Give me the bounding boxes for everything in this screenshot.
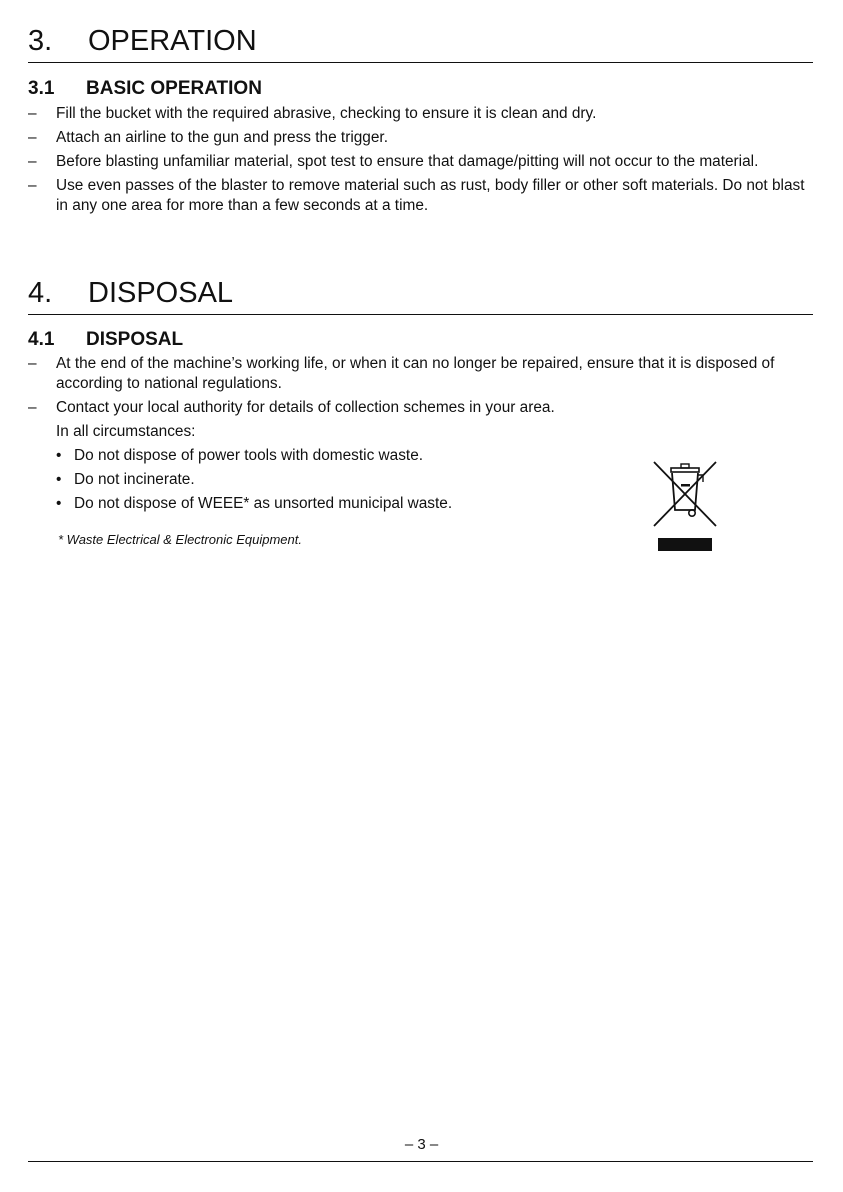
list-item	[28, 128, 818, 148]
section-number: 4.1	[28, 329, 55, 350]
list-item	[56, 494, 452, 514]
page-number: – 3 –	[404, 1136, 439, 1153]
bullet-marker: •	[56, 447, 62, 464]
dash-marker: –	[28, 105, 37, 122]
list-item-text: Do not incinerate.	[74, 471, 195, 488]
list-item-text: Contact your local authority for details of collection schemes in your area.	[56, 399, 555, 416]
list-item	[28, 398, 818, 418]
dash-marker: –	[28, 355, 37, 372]
chapter-number: 3.	[28, 25, 53, 57]
dash-marker: –	[28, 177, 37, 194]
section-title: BASIC OPERATION	[86, 78, 262, 99]
list-item	[56, 446, 452, 466]
section-heading-basic-operation	[28, 78, 262, 100]
list-item-text: Attach an airline to the gun and press the trigger.	[56, 129, 388, 146]
dash-marker: –	[28, 153, 37, 170]
circumstances-list	[56, 446, 452, 518]
list-item-text: Do not dispose of power tools with domestic waste.	[74, 447, 424, 464]
chapter-heading-disposal	[28, 276, 813, 315]
chapter-title: DISPOSAL	[88, 277, 234, 309]
chapter-title: OPERATION	[88, 25, 257, 57]
list-item	[28, 104, 818, 124]
bullet-marker: •	[56, 471, 62, 488]
footer-divider	[28, 1161, 813, 1162]
list-item	[28, 152, 818, 172]
section-heading-disposal	[28, 329, 183, 351]
list-item	[28, 176, 818, 216]
list-item-text: Before blasting unfamiliar material, spot test to ensure that damage/pitting will not occur to the material.	[56, 153, 759, 170]
chapter-heading-operation	[28, 24, 813, 63]
circumstances-label: In all circumstances:	[56, 423, 196, 440]
section-title: DISPOSAL	[86, 329, 184, 350]
footnote: * Waste Electrical & Electronic Equipment.	[58, 532, 302, 547]
list-item-text: Fill the bucket with the required abrasive, checking to ensure it is clean and dry.	[56, 105, 597, 122]
disposal-steps-list	[28, 354, 818, 422]
operation-steps-list	[28, 104, 818, 220]
list-item-text: At the end of the machine’s working life, or when it can no longer be repaired, ensure that it is disposed of according to national regulations.	[56, 355, 775, 392]
list-item-text: Use even passes of the blaster to remove material such as rust, body filler or other soft materials. Do not blast in any one area for more than a few seconds at a time.	[56, 177, 805, 214]
list-item	[56, 470, 452, 490]
dash-marker: –	[28, 399, 37, 416]
crossed-out-wheelie-bin-icon	[652, 458, 718, 552]
list-item-text: Do not dispose of WEEE* as unsorted municipal waste.	[74, 495, 453, 512]
chapter-number: 4.	[28, 277, 53, 309]
list-item	[28, 354, 818, 394]
section-number: 3.1	[28, 78, 55, 99]
dash-marker: –	[28, 129, 37, 146]
bullet-marker: •	[56, 495, 62, 512]
